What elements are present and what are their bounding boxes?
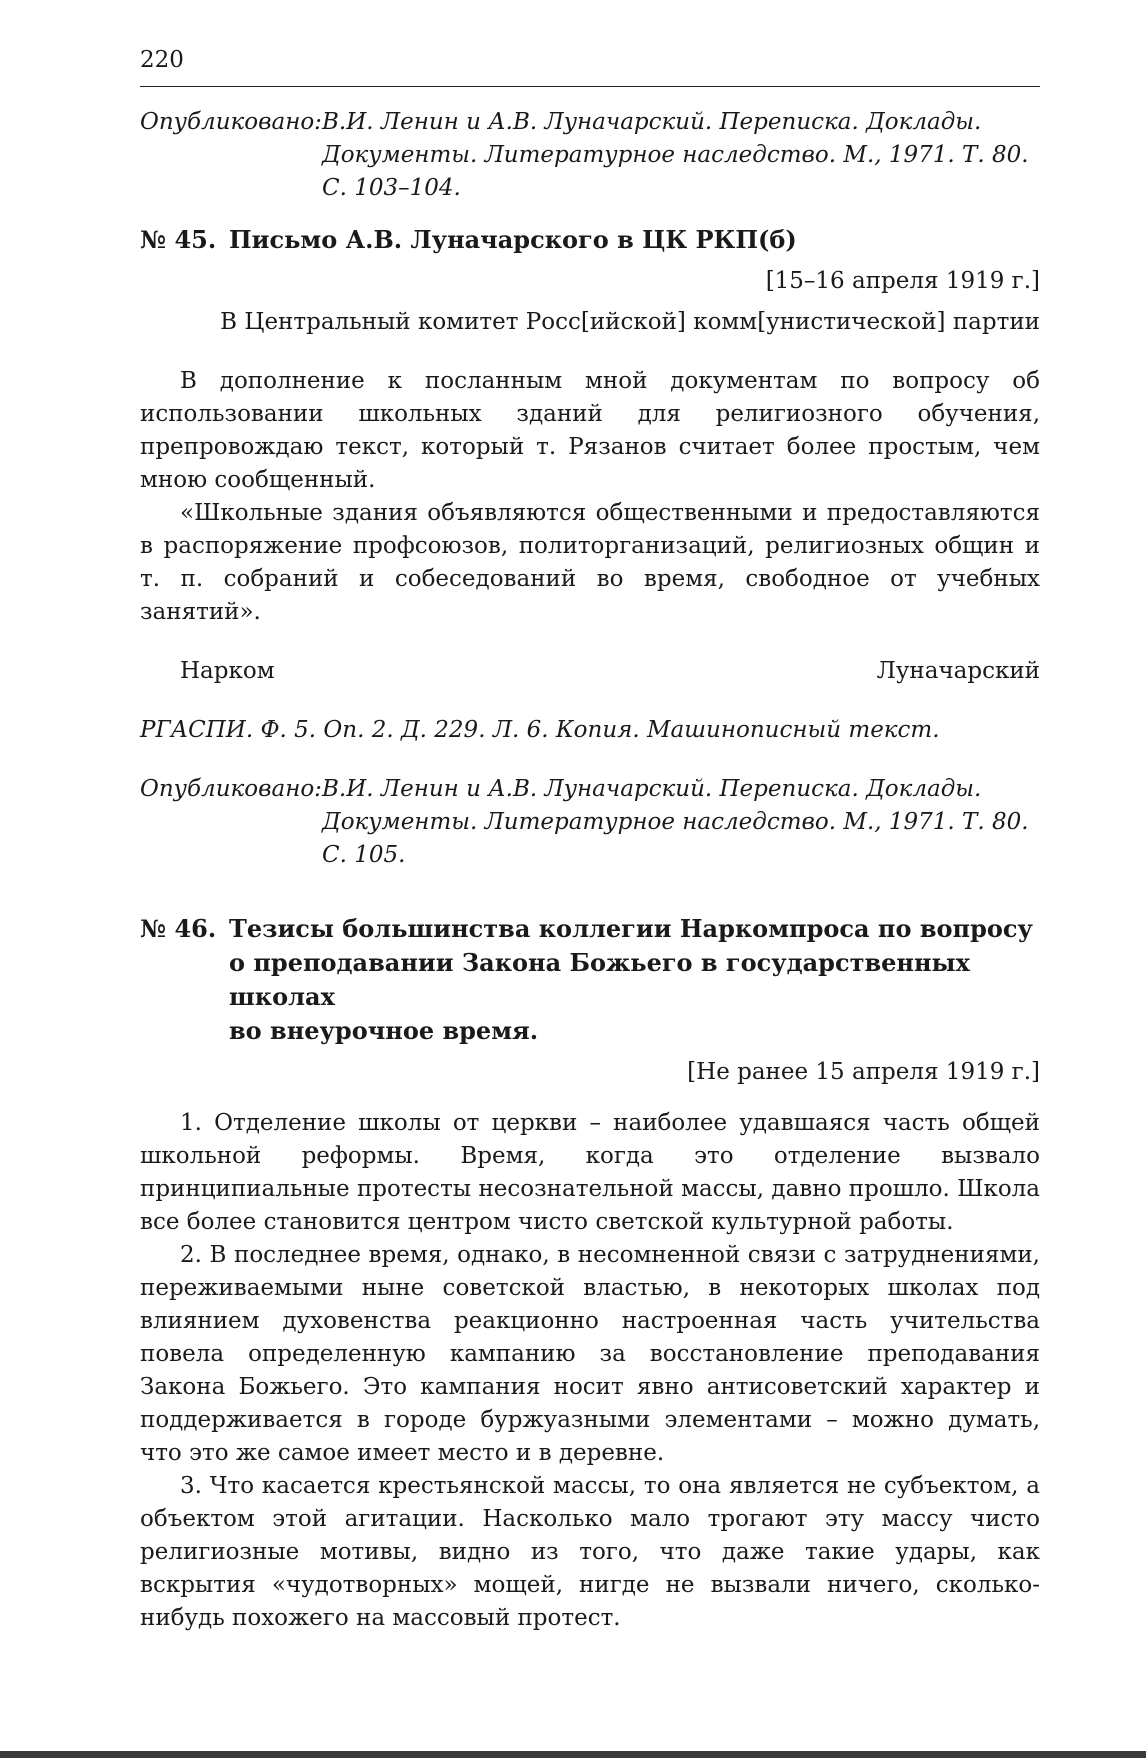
citation-line: Документы. Литературное наследство. М., 1971. Т. 80. bbox=[322, 809, 1029, 835]
citation-line: Документы. Литературное наследство. М., 1971. Т. 80. bbox=[322, 142, 1029, 168]
doc45-archive-reference: РГАСПИ. Ф. 5. Оп. 2. Д. 229. Л. 6. Копия. Машинописный текст. bbox=[140, 717, 940, 743]
doc46-number: № 46. bbox=[140, 914, 217, 943]
doc45-paragraph: «Школьные здания объявляются общественными и предоставляются в распоряжение профсоюзов, политорганизаций, религиозных общин и т. п. собраний и собеседований во время, свободное от учебных занятий». bbox=[140, 500, 1040, 625]
doc46-body bbox=[140, 1107, 1040, 1635]
doc46-paragraph: 2. В последнее время, однако, в несомненной связи с затруднениями, переживаемыми ныне советской властью, в некоторых школах под влиянием духовенства реакционно настроенная часть учительства повела определенную кампанию за восстановление преподавания Закона Божьего. Это кампания носит явно антисоветский характер и поддерживается в городе буржуазными элементами – можно думать, что это же самое имеет место и в деревне. bbox=[140, 1242, 1040, 1466]
page-number: 220 bbox=[140, 47, 184, 73]
publication-label: Опубликовано: bbox=[140, 776, 322, 802]
doc45-signature bbox=[140, 655, 1040, 688]
header-rule bbox=[140, 86, 1040, 87]
publication-citation bbox=[322, 773, 1040, 872]
citation-line: В.И. Ленин и А.В. Луначарский. Переписка. Доклады. bbox=[322, 109, 982, 135]
doc45-publication-note bbox=[140, 773, 1040, 872]
doc45-body bbox=[140, 365, 1040, 629]
doc45-paragraph: В дополнение к посланным мной документам по вопросу об использовании школьных зданий для религиозного обучения, препровождаю текст, который т. Рязанов считает более простым, чем мною сообщенный. bbox=[140, 368, 1040, 493]
doc46-title-line: о преподавании Закона Божьего в государственных школах bbox=[229, 948, 970, 1011]
citation-line: С. 103–104. bbox=[322, 175, 461, 201]
citation-line: С. 105. bbox=[322, 842, 406, 868]
publication-citation bbox=[322, 106, 1040, 205]
doc46-heading bbox=[140, 912, 1040, 1048]
page-content bbox=[140, 106, 1040, 1635]
page-header bbox=[140, 46, 1040, 74]
signature-title: Нарком bbox=[180, 658, 275, 684]
signature-name: Луначарский bbox=[876, 658, 1040, 684]
doc46-title-line: во внеурочное время. bbox=[229, 1016, 539, 1045]
doc46-paragraph: 1. Отделение школы от церкви – наиболее удавшаяся часть общей школьной реформы. Время, когда это отделение вызвало принципиальные протесты несознательной массы, давно прошло. Школа все более становится центром чисто светской культурной работы. bbox=[140, 1110, 1040, 1235]
citation-line: В.И. Ленин и А.В. Луначарский. Переписка. Доклады. bbox=[322, 776, 982, 802]
doc45-title: Письмо А.В. Луначарского в ЦК РКП(б) bbox=[229, 225, 797, 254]
doc46-title bbox=[229, 912, 1040, 1048]
doc46-date: [Не ранее 15 апреля 1919 г.] bbox=[687, 1059, 1040, 1085]
doc46-paragraph: 3. Что касается крестьянской массы, то она является не субъектом, а объектом этой агитации. Насколько мало трогают эту массу чисто религиозные мотивы, видно из того, что даже такие удары, как вскрытия «чудотворных» мощей, нигде не вызвали ничего, сколько-нибудь похожего на массовый протест. bbox=[140, 1473, 1040, 1631]
doc45-heading bbox=[140, 223, 1040, 257]
scan-bottom-edge bbox=[0, 1751, 1146, 1758]
top-publication-note bbox=[140, 106, 1040, 205]
doc45-number: № 45. bbox=[140, 225, 217, 254]
doc45-date: [15–16 апреля 1919 г.] bbox=[765, 268, 1040, 294]
doc45-addressee: В Центральный комитет Росс[ийской] комм[унистической] партии bbox=[220, 309, 1040, 335]
publication-label: Опубликовано: bbox=[140, 109, 322, 135]
doc46-title-line: Тезисы большинства коллегии Наркомпроса по вопросу bbox=[229, 914, 1033, 943]
